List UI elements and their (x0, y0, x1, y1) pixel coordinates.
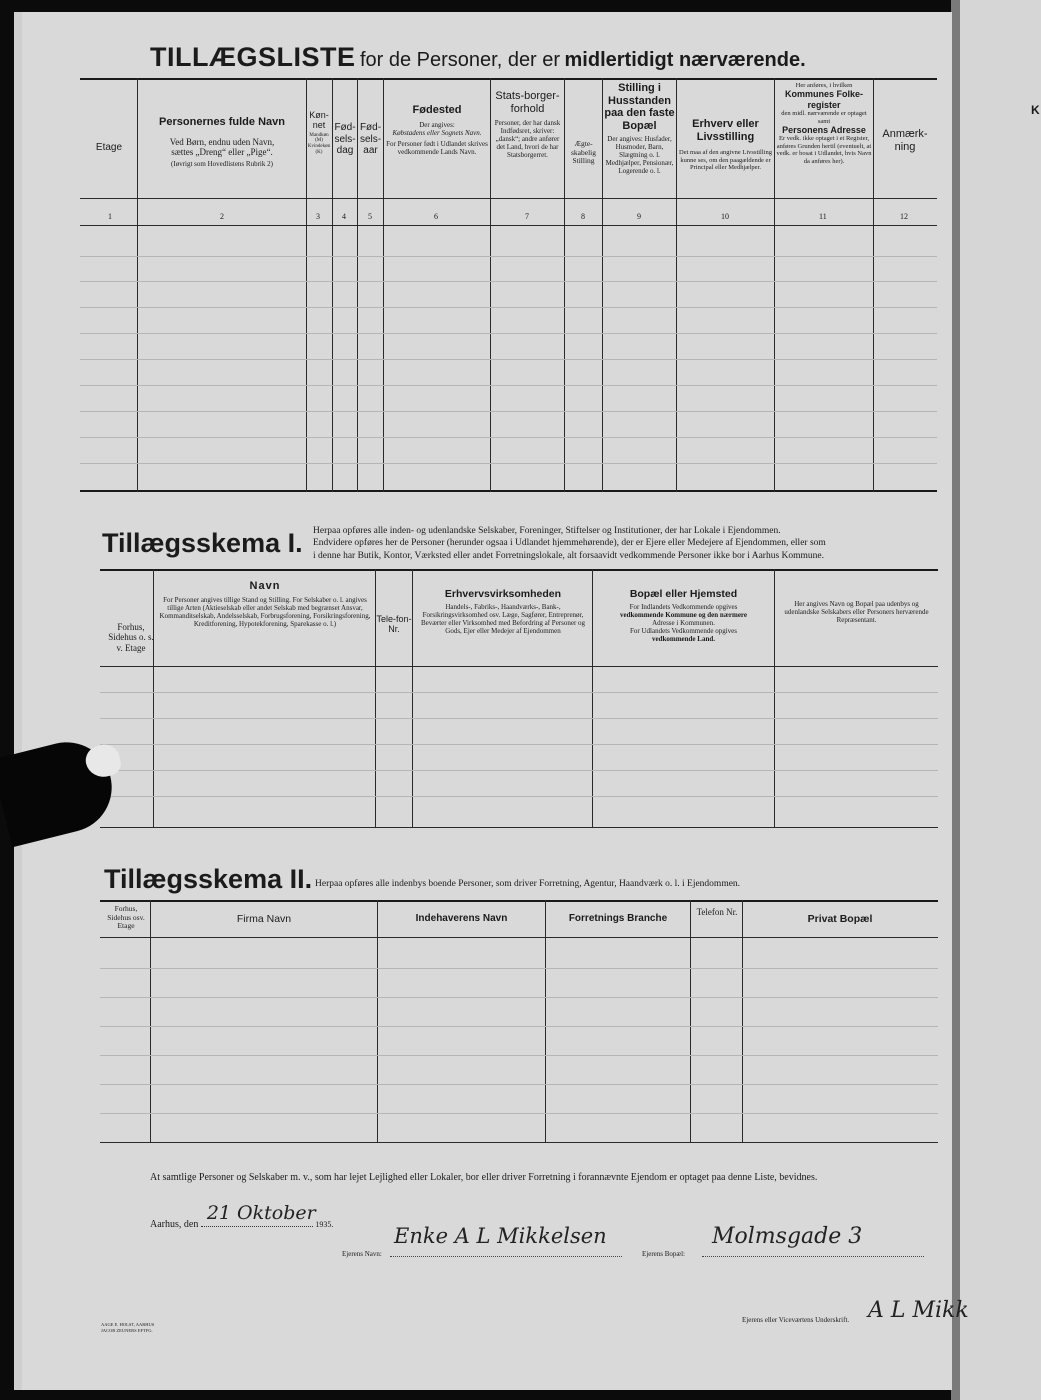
owner-name-label: Ejerens Navn: (342, 1250, 382, 1258)
page-title: TILLÆGSLISTE for de Personer, der er midlertidigt nærværende. (150, 42, 806, 72)
header-anmaerkning: Anmærk-ning (882, 128, 928, 153)
printer-imprint: AAGE E. HOLST, AARHUS JACOB ZEUNERS EFTFG. (101, 1322, 155, 1333)
col-number: 9 (637, 212, 641, 221)
skema1-header-forhus: Forhus, Sidehus o. s. v. Etage (108, 622, 154, 653)
col-number: 6 (434, 212, 438, 221)
skema2-header-branche: Forretnings Branche (568, 913, 668, 924)
skema1-header-repraesentant: Her angives Navn og Bopæl paa udenbys og udenlandske Selskabers eller Personers herværende Repræsentant. (784, 600, 929, 625)
place-date-line (150, 1202, 334, 1230)
owner-address-handwritten: Molmsgade 3 (712, 1224, 863, 1249)
aarhus-label: Aarhus, den (150, 1219, 199, 1230)
signature-label: Ejerens eller Viceværtens Underskrift. (742, 1316, 850, 1324)
owner-name-signature: Enke A L Mikkelsen (394, 1224, 607, 1248)
col-number: 3 (316, 212, 320, 221)
header-erhverv: Erhverv eller Livsstilling Det maa af den angivne Livsstilling kunne ses, om den paagældende er Principal eller Medhjælper. (679, 118, 772, 172)
header-kommune: Her anføres, i hvilken Kommunes Folke-register den midl. nærværende er optaget samt Personens Adresse Er vedk. ikke optaget i et Register, anføres Grunden hertil (eventuelt, at vedk. er bosat i Udlandet, hvis Navn da anføres her). (776, 82, 872, 165)
skema2-header-telefon: Telefon Nr. (696, 907, 738, 917)
col-number: 2 (220, 212, 224, 221)
skema-2-title: Tillægsskema II. (104, 864, 313, 894)
owner-signature: A L Mikk (868, 1298, 969, 1323)
col-number: 4 (342, 212, 346, 221)
skema1-header-bopael: Bopæl eller Hjemsted For Indlandets Vedkommende opgives vedkommende Kommune og den nærmere Adresse i Kommunen. For Udlandets Vedkommende opgives vedkommende Land. (619, 588, 748, 644)
skema2-header-indehaver: Indehaverens Navn (415, 913, 508, 924)
book-gutter (951, 0, 960, 1400)
skema1-header-erhverv: Erhvervsvirksomheden Handels-, Fabriks-, Haandværks-, Bank-, Forsikringsvirksomhed osv. Læge, Sagfører, Entreprenør, Beværter eller Virksomhed med Befordring af Personer og Gods, Ejer eller Medejer af Ejendommen (420, 588, 586, 636)
col-number: 1 (108, 212, 112, 221)
col-number: 12 (900, 212, 908, 221)
header-statsborger: Stats-borger-forhold Personer, der har dansk Indfødsret, skriver: „dansk“; andre anfører det Land, hvori de har Statsborgerret. (494, 90, 561, 160)
adjacent-page (958, 0, 1041, 1400)
skema2-header-forhus: Forhus, Sidehus osv. Etage (107, 904, 145, 931)
handwritten-date: 21 Oktober (206, 1202, 316, 1224)
header-kon: Køn-net Mandkøn (M) Kvindekøn (K) (307, 110, 331, 155)
skema1-header-navn: Navn For Personer angives tillige Stand og Stilling. For Selskaber o. l. angives tillige Arten (Aktieselskab eller andet Selskab med begrænset Ansvar, Kommanditselskab, Andelsselskab, Forbrugsforening, Forsikringsforening, Kreditforening, Hypotekforening, Sparekasse o. l.) (159, 580, 371, 628)
year-label: 1935. (315, 1220, 334, 1229)
skema2-header-privat-bopael: Privat Bopæl (807, 913, 873, 925)
census-form-page (22, 12, 969, 1390)
adjacent-page-letter: K (1031, 103, 1040, 117)
header-stilling: Stilling i Husstanden paa den faste Bopæl Der angives: Husfader, Husmoder, Barn, Slægtning o. l. Medhjælper, Pensionær, Logerende o. l. (604, 82, 675, 175)
attestation-statement: At samtlige Personer og Selskaber m. v., som har lejet Lejlighed eller Lokaler, bor eller driver Forretning i forannævnte Ejendom er optaget paa denne Liste, bevidnes. (150, 1172, 818, 1183)
skema-2-intro: Herpaa opføres alle indenbys boende Personer, som driver Forretning, Agentur, Haandværk o. l. i Ejendommen. (315, 879, 741, 889)
header-etage: Etage (95, 142, 123, 153)
header-aegteskab: Ægte-skabelig Stilling (571, 139, 596, 166)
col-number: 10 (721, 212, 729, 221)
owner-address-label: Ejerens Bopæl: (642, 1250, 685, 1258)
skema-1-intro: Herpaa opføres alle inden- og udenlandske Selskaber, Foreninger, Stiftelser og Institutioner, der har Lokale i Ejendommen. Endvidere opføres her de Personer (herunder ogsaa i Udlandet hjemmehørende), der er Ejere eller Medejere af Ejendommen, eller som i denne har Butik, Kontor, Værksted eller andet Forretningslokale, alt forsaavidt vedkommende Personer ikke bor i Aarhus Kommune. (313, 526, 826, 561)
col-number: 5 (368, 212, 372, 221)
header-fodselsaar: Fød-sels-aar (359, 122, 382, 156)
col-number: 11 (819, 212, 827, 221)
skema1-header-telefon: Tele-fon-Nr. (376, 614, 412, 635)
col-number: 7 (525, 212, 529, 221)
header-fodested: Fødested Der angives: Købstadens eller Sognets Navn. For Personer født i Udlandet skrives vedkommende Lands Navn. (386, 104, 488, 156)
col-number: 8 (581, 212, 585, 221)
header-fodselsdag: Fød-sels-dag (334, 122, 356, 156)
skema2-header-firma: Firma Navn (236, 913, 292, 925)
skema-1-title: Tillægsskema I. (102, 528, 303, 558)
header-navn: Personernes fulde Navn Ved Børn, endnu uden Navn, sættes „Dreng“ eller „Pige“. (Iøvrigt som Hovedlistens Rubrik 2) (159, 116, 285, 169)
